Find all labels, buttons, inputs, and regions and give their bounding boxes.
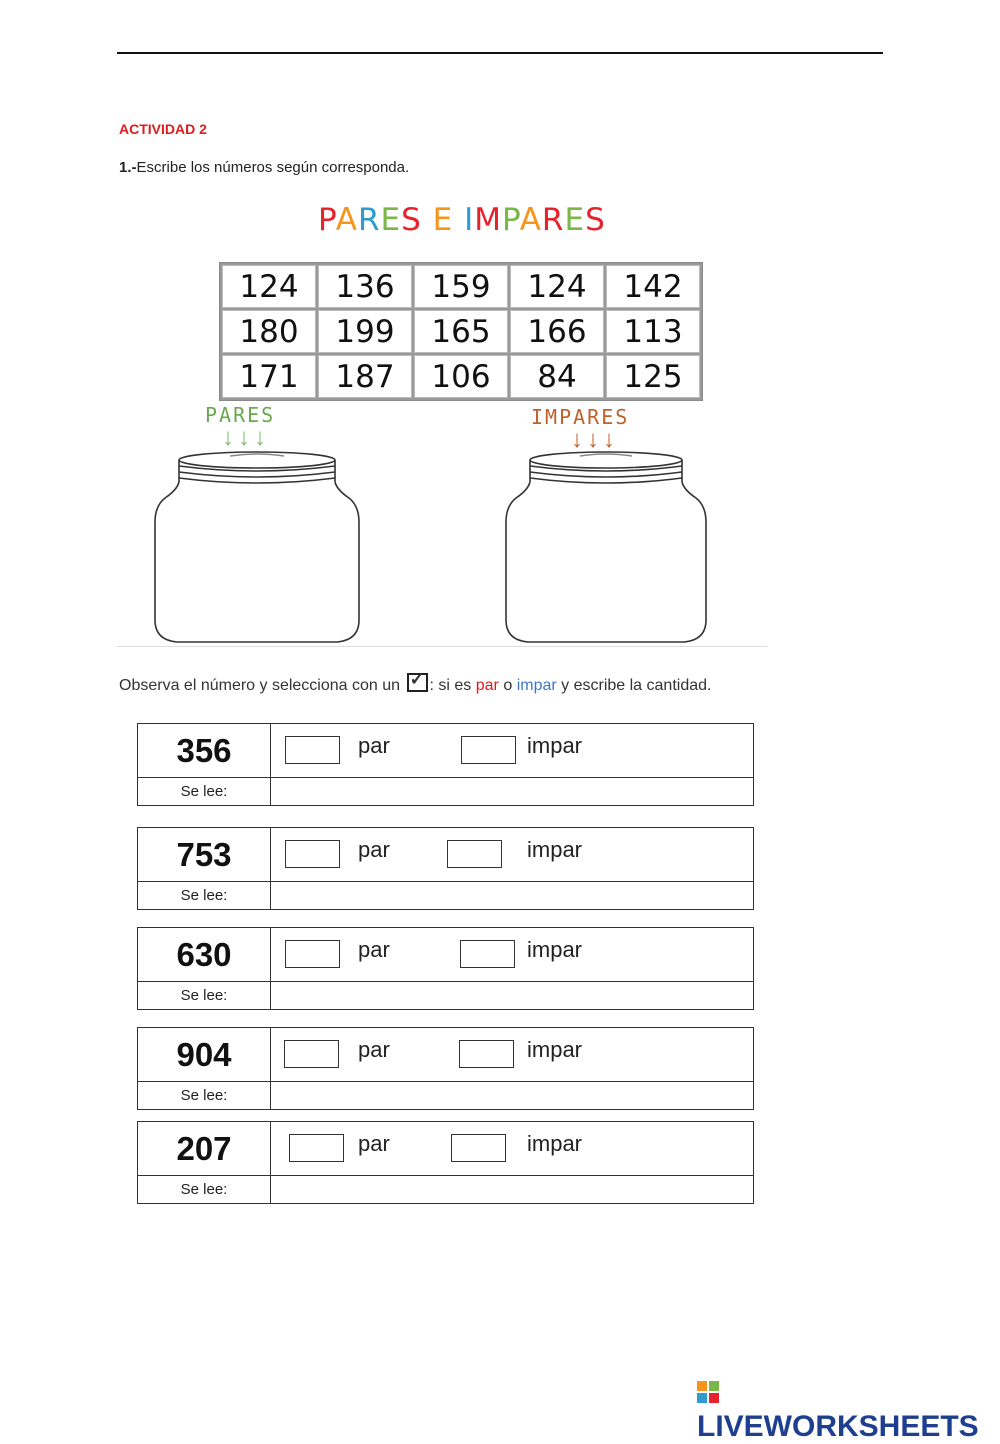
puzzle-title-letter: E xyxy=(380,202,402,238)
pares-arrows-icon: ↓↓↓ xyxy=(222,424,270,451)
card-number: 356 xyxy=(138,724,271,777)
instruction-2-middle: : si es xyxy=(429,677,472,694)
number-card xyxy=(137,827,754,910)
instruction-1-number: 1.- xyxy=(119,159,137,176)
se-lee-input[interactable] xyxy=(271,882,753,909)
puzzle-title-letter: A xyxy=(335,202,358,238)
section-divider xyxy=(117,646,767,647)
instruction-2-impar: impar xyxy=(516,677,557,694)
puzzle-title-letter: P xyxy=(501,202,520,238)
impar-checkbox[interactable] xyxy=(461,736,516,764)
instruction-2-after: y escribe la cantidad. xyxy=(561,677,712,694)
puzzle-title-letter: S xyxy=(401,202,422,238)
se-lee-label: Se lee: xyxy=(138,1082,271,1109)
par-label: par xyxy=(358,837,390,862)
number-tile[interactable]: 113 xyxy=(606,310,700,353)
impar-checkbox[interactable] xyxy=(460,940,515,968)
se-lee-input[interactable] xyxy=(271,982,753,1009)
card-number: 904 xyxy=(138,1028,271,1081)
number-tile[interactable]: 199 xyxy=(318,310,412,353)
number-grid xyxy=(219,262,703,401)
card-number: 753 xyxy=(138,828,271,881)
instruction-2-before: Observa el número y selecciona con un xyxy=(119,677,401,694)
number-grid-row xyxy=(222,310,700,353)
instruction-2 xyxy=(119,673,711,695)
se-lee-input[interactable] xyxy=(271,778,753,805)
puzzle-title-letter: M xyxy=(474,202,502,238)
instruction-2-o: o xyxy=(503,677,513,694)
puzzle-title-letter: R xyxy=(541,202,565,238)
pares-label: PARES xyxy=(205,403,276,427)
number-card xyxy=(137,723,754,806)
number-tile[interactable]: 124 xyxy=(222,265,316,308)
card-number: 630 xyxy=(138,928,271,981)
number-grid-row xyxy=(222,355,700,398)
puzzle-title-letter xyxy=(453,202,464,238)
par-label: par xyxy=(358,1037,390,1062)
number-tile[interactable]: 106 xyxy=(414,355,508,398)
par-label: par xyxy=(358,937,390,962)
pares-jar-dropzone[interactable] xyxy=(150,448,364,646)
impares-jar-dropzone[interactable] xyxy=(502,448,712,646)
impares-label: IMPARES xyxy=(531,405,630,429)
impar-label: impar xyxy=(527,837,583,862)
number-card xyxy=(137,1027,754,1110)
number-tile[interactable]: 171 xyxy=(222,355,316,398)
card-number: 207 xyxy=(138,1122,271,1175)
se-lee-label: Se lee: xyxy=(138,778,271,805)
number-tile[interactable]: 142 xyxy=(606,265,700,308)
par-label: par xyxy=(358,733,390,758)
se-lee-label: Se lee: xyxy=(138,1176,271,1203)
se-lee-input[interactable] xyxy=(271,1176,753,1203)
puzzle-title xyxy=(318,202,606,238)
par-checkbox[interactable] xyxy=(289,1134,344,1162)
instruction-1 xyxy=(119,159,409,176)
impares-arrows-icon: ↓↓↓ xyxy=(571,426,619,453)
se-lee-label: Se lee: xyxy=(138,982,271,1009)
puzzle-title-letter: I xyxy=(464,202,475,238)
logo-text: LIVEWORKSHEETS xyxy=(697,1410,979,1443)
number-grid-row xyxy=(222,265,700,308)
impar-checkbox[interactable] xyxy=(447,840,502,868)
impar-checkbox[interactable] xyxy=(451,1134,506,1162)
number-tile[interactable]: 165 xyxy=(414,310,508,353)
number-card xyxy=(137,1121,754,1204)
number-tile[interactable]: 125 xyxy=(606,355,700,398)
liveworksheets-logo xyxy=(697,1376,1000,1444)
checkbox-checked-icon xyxy=(407,673,428,692)
par-checkbox[interactable] xyxy=(285,940,340,968)
puzzle-title-letter: P xyxy=(318,202,336,238)
number-tile[interactable]: 124 xyxy=(510,265,604,308)
number-tile[interactable]: 187 xyxy=(318,355,412,398)
puzzle-title-letter xyxy=(422,202,433,238)
impar-checkbox[interactable] xyxy=(459,1040,514,1068)
par-checkbox[interactable] xyxy=(285,840,340,868)
instruction-1-text: Escribe los números según corresponda. xyxy=(136,159,410,176)
number-tile[interactable]: 166 xyxy=(510,310,604,353)
number-tile[interactable]: 180 xyxy=(222,310,316,353)
number-tile[interactable]: 84 xyxy=(510,355,604,398)
puzzle-title-letter: E xyxy=(432,202,454,238)
puzzle-title-letter: R xyxy=(357,202,381,238)
par-label: par xyxy=(358,1131,390,1156)
puzzle-title-letter: A xyxy=(519,202,542,238)
number-card xyxy=(137,927,754,1010)
impar-label: impar xyxy=(527,733,583,758)
se-lee-label: Se lee: xyxy=(138,882,271,909)
header-rule xyxy=(117,52,883,54)
impar-label: impar xyxy=(527,1131,583,1156)
activity-title: ACTIVIDAD 2 xyxy=(119,121,207,137)
par-checkbox[interactable] xyxy=(284,1040,339,1068)
number-tile[interactable]: 136 xyxy=(318,265,412,308)
puzzle-title-letter: S xyxy=(585,202,606,238)
impar-label: impar xyxy=(527,1037,583,1062)
instruction-2-par: par xyxy=(475,677,499,694)
se-lee-input[interactable] xyxy=(271,1082,753,1109)
number-tile[interactable]: 159 xyxy=(414,265,508,308)
par-checkbox[interactable] xyxy=(285,736,340,764)
puzzle-title-letter: E xyxy=(564,202,586,238)
liveworksheets-mark-icon xyxy=(697,1381,721,1405)
impar-label: impar xyxy=(527,937,583,962)
